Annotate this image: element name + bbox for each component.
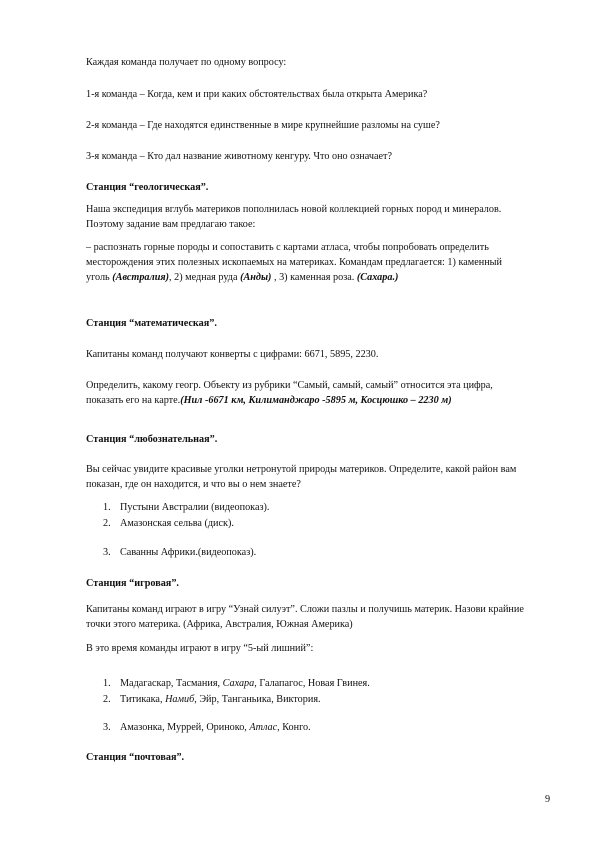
question-team-1: 1-я команда – Когда, кем и при каких обстоятельствах была открыта Америка? (86, 89, 428, 100)
question-team-2: 2-я команда – Где находятся единственные в мире крупнейшие разломы на суше? (86, 120, 440, 131)
station-post-heading: Станция “почтовая”. (86, 752, 185, 763)
list-item: 1. Пустыни Австралии (видеопоказ). (103, 502, 270, 513)
intro-line: Каждая команда получает по одному вопросу: (86, 57, 287, 68)
geological-intro: Наша экспедиция вглубь материков пополнилась новой коллекцией горных пород и минералов. Поэтому задание вам предлагаю такое: (86, 204, 502, 230)
math-task: Определить, какому геогр. Объекту из рубрики “Самый, самый, самый” относится эта цифра, показать его на карте.(Нил -6671 км, Килиманджаро -5895 м, Косцюшко – 2230 м) (86, 380, 493, 406)
curious-intro: Вы сейчас увидите красивые уголки нетронутой природы материков. Определите, какой район вам показан, где он находится, и что вы о нем знаете? (86, 464, 517, 490)
question-team-3: 3-я команда – Кто дал название животному кенгуру. Что оно означает? (86, 151, 392, 162)
page-number: 9 (545, 794, 551, 805)
station-game-heading: Станция “игровая”. (86, 578, 179, 589)
list-item: 2. Титикака, Намиб, Эйр, Танганьика, Виктория. (103, 694, 321, 705)
list-item: 2. Амазонская сельва (диск). (103, 518, 234, 529)
station-curious-heading: Станция “любознательная”. (86, 434, 218, 445)
list-item: 3. Амазонка, Муррей, Ориноко, Атлас, Конго. (103, 722, 311, 733)
list-item: 1. Мадагаскар, Тасмания, Сахара, Галапагос, Новая Гвинея. (103, 678, 370, 689)
math-intro: Капитаны команд получают конверты с цифрами: 6671, 5895, 2230. (86, 349, 379, 360)
game-odd-one-out-intro: В это время команды играют в игру “5-ый лишний”: (86, 643, 314, 654)
list-item: 3. Саванны Африки.(видеопоказ). (103, 547, 257, 558)
game-intro: Капитаны команд играют в игру “Узнай силуэт”. Сложи пазлы и получишь материк. Назови крайние точки этого материка. (Африка, Австралия, Южная Америка) (86, 604, 524, 630)
station-geological-heading: Станция “геологическая”. (86, 182, 209, 193)
station-math-heading: Станция “математическая”. (86, 318, 217, 329)
geological-task: – распознать горные породы и сопоставить с картами атласа, чтобы попробовать определить месторождения этих полезных ископаемых на материках. Командам предлагается: 1) каменный уголь (Австралия), 2) медная руда (Анды) , 3) каменная роза. (Сахара.) (86, 242, 502, 283)
